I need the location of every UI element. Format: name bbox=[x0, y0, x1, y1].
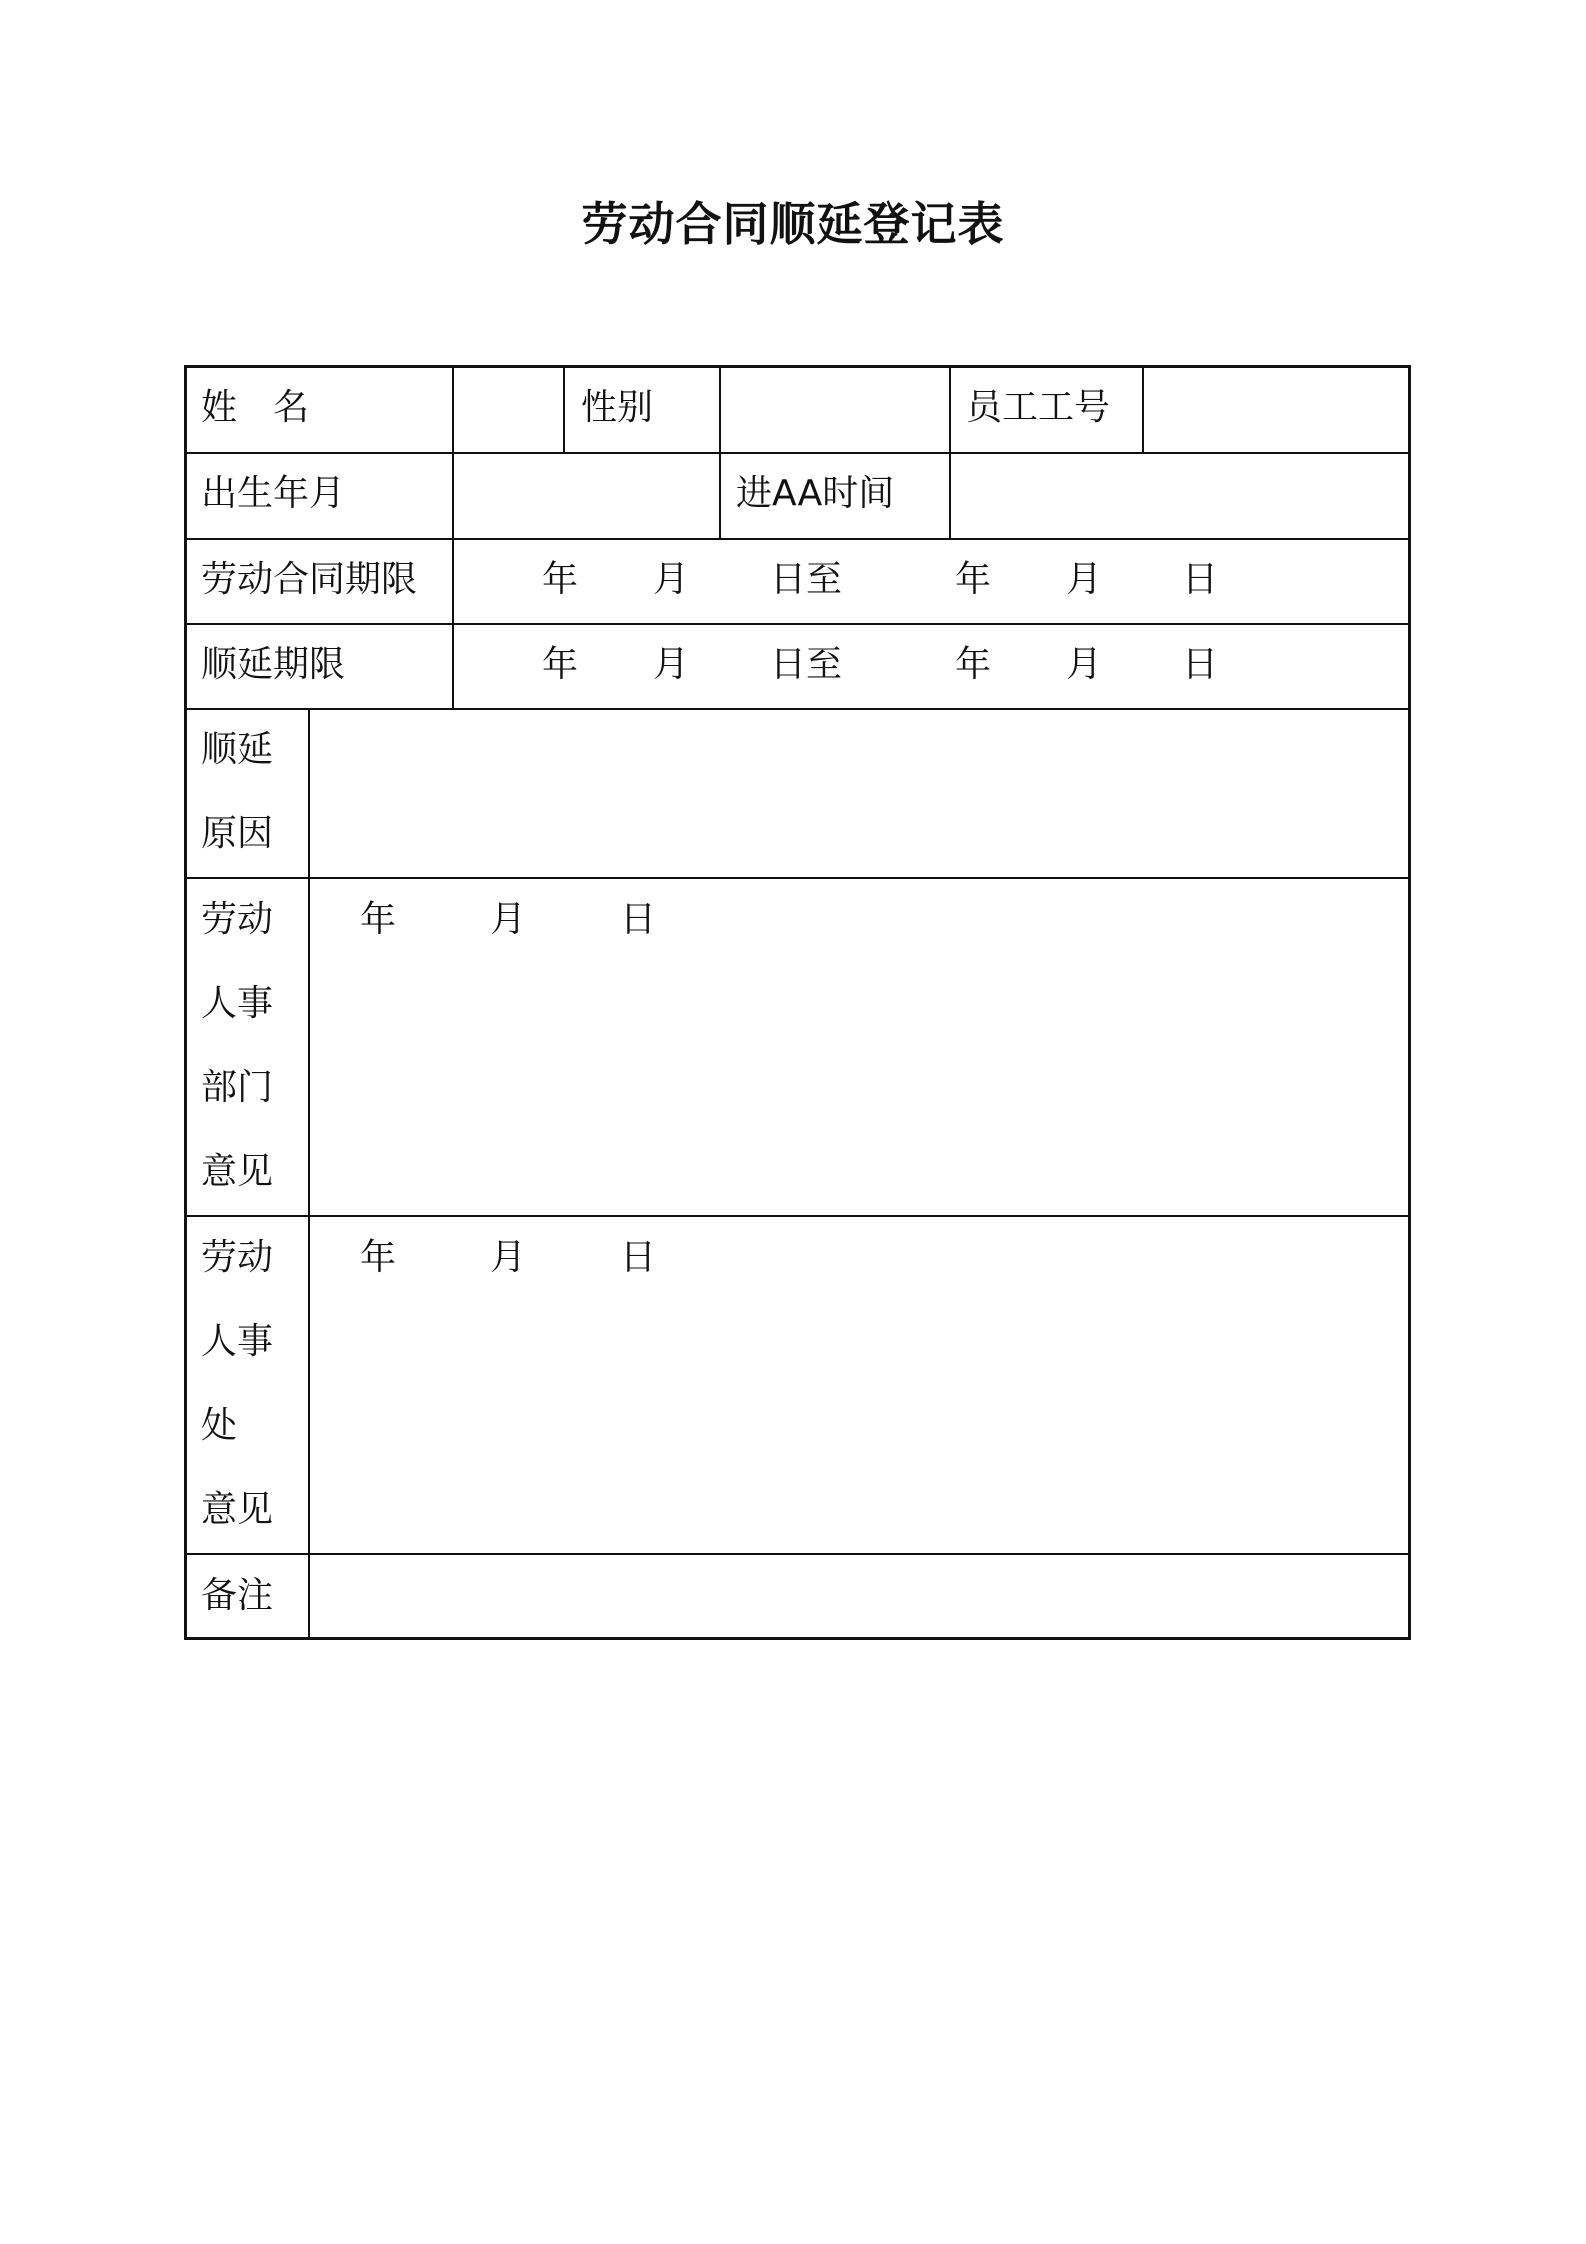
contract-term-label: 劳动合同期限 bbox=[201, 559, 418, 600]
office-opinion-label-line: 人事 bbox=[201, 1321, 274, 1362]
gender-label: 性别 bbox=[581, 387, 654, 428]
dept-opinion-label-line: 人事 bbox=[201, 983, 274, 1024]
year-text: 年 bbox=[360, 899, 397, 940]
day-text: 日 bbox=[620, 1237, 657, 1278]
employee-id-label: 员工工号 bbox=[966, 387, 1111, 428]
year-text: 年 bbox=[955, 559, 992, 600]
dept-opinion-label-line: 部门 bbox=[201, 1067, 274, 1108]
remarks-label: 备注 bbox=[201, 1575, 274, 1616]
remarks-field[interactable] bbox=[310, 1555, 1408, 1637]
employee-id-field[interactable] bbox=[1144, 368, 1408, 452]
dept-opinion-field[interactable] bbox=[310, 879, 1408, 1215]
day-text: 日 bbox=[620, 899, 657, 940]
dept-opinion-label-line: 劳动 bbox=[201, 899, 274, 940]
year-text: 年 bbox=[542, 559, 579, 600]
reason-label-line: 原因 bbox=[201, 813, 274, 854]
office-opinion-field[interactable] bbox=[310, 1217, 1408, 1553]
registration-form-table bbox=[184, 365, 1411, 1640]
form-title: 劳动合同顺延登记表 bbox=[581, 197, 1005, 251]
month-text: 月 bbox=[1066, 644, 1103, 685]
name-label: 姓 名 bbox=[201, 387, 310, 428]
contract-term-field[interactable] bbox=[454, 540, 1408, 623]
join-date-label: 进AA时间 bbox=[736, 473, 895, 514]
day-text: 日 bbox=[1182, 644, 1219, 685]
dept-opinion-label-line: 意见 bbox=[201, 1151, 274, 1192]
extension-term-label: 顺延期限 bbox=[201, 644, 346, 685]
col-divider bbox=[563, 368, 565, 452]
office-opinion-label-line: 意见 bbox=[201, 1489, 274, 1530]
month-text: 月 bbox=[653, 644, 690, 685]
day-text: 日 bbox=[1182, 559, 1219, 600]
year-text: 年 bbox=[360, 1237, 397, 1278]
birth-field[interactable] bbox=[454, 454, 719, 538]
name-field[interactable] bbox=[454, 368, 563, 452]
gender-field[interactable] bbox=[721, 368, 949, 452]
reason-field[interactable] bbox=[310, 710, 1408, 877]
reason-label-line: 顺延 bbox=[201, 729, 274, 770]
year-text: 年 bbox=[542, 644, 579, 685]
year-text: 年 bbox=[955, 644, 992, 685]
office-opinion-label-line: 劳动 bbox=[201, 1237, 274, 1278]
office-opinion-label-line: 处 bbox=[201, 1405, 238, 1446]
month-text: 月 bbox=[653, 559, 690, 600]
day-to-text: 日至 bbox=[770, 644, 843, 685]
month-text: 月 bbox=[490, 1237, 527, 1278]
extension-term-field[interactable] bbox=[454, 625, 1408, 708]
birth-label: 出生年月 bbox=[201, 473, 346, 514]
month-text: 月 bbox=[1066, 559, 1103, 600]
join-date-field[interactable] bbox=[951, 454, 1408, 538]
month-text: 月 bbox=[490, 899, 527, 940]
day-to-text: 日至 bbox=[770, 559, 843, 600]
